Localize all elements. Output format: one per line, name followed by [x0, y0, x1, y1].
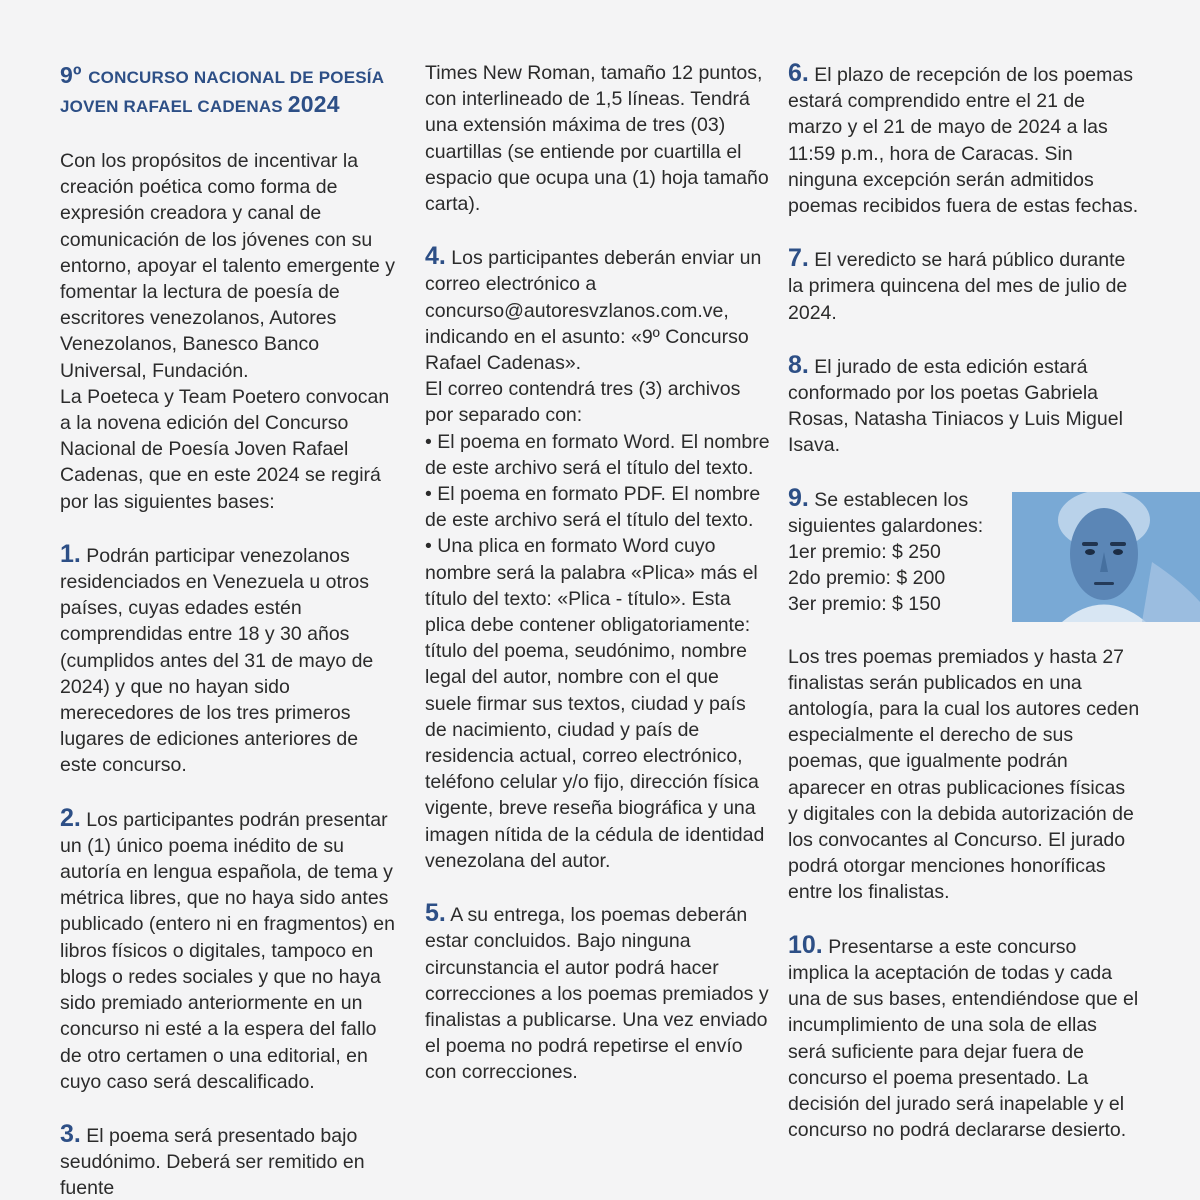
- portrait-illustration: [1012, 492, 1200, 622]
- intro-paragraph-2: La Poeteca y Team Poetero convocan a la novena edición del Concurso Nacional de Poesía Joven Rafael Cadenas, que en este 2024 se regirá por las siguientes bases:: [60, 385, 390, 513]
- rule-text: A su entrega, los poemas deberán estar concluidos. Bajo ninguna circunstancia el autor podrá hacer correcciones a los poemas premiados y finalistas a publicarse. Una vez enviado el poema no podrá repetirse el envío con correcciones.: [425, 904, 769, 1084]
- prize-second: 2do premio: $ 200: [788, 567, 946, 590]
- rule-9: [788, 485, 1010, 618]
- rule-3-continued: Times New Roman, tamaño 12 puntos, con interlineado de 1,5 líneas. Tendrá una extensión máxima de tres (03) cuartillas (se entiende por cuartilla el espacio que ocupa una (1) hoja tamaño carta).: [425, 62, 769, 216]
- title-line-1: CONCURSO NACIONAL DE POESÍA: [88, 68, 385, 87]
- rule-6: [788, 60, 1140, 219]
- intro-paragraph-1: Con los propósitos de incentivar la creación poética como forma de expresión creadora y canal de comunicación de los jóvenes con su entorno, apoyar el talento emergente y fomentar la lectura de poesía de escritores venezolanos, Autores Venezolanos, Banesco Banco Universal, Fundación.: [60, 150, 395, 382]
- rule-text: Se establecen los siguientes galardones:: [788, 488, 984, 537]
- rule-number: 6.: [788, 59, 809, 87]
- rule-9-anthology: Los tres poemas premiados y hasta 27 finalistas serán publicados en una antología, para la cual los autores ceden especialmente el derecho de sus poemas, que igualmente podrán aparecer en otras publicaciones físicas y digitales con la debida autorización de los convocantes al Concurso. El jurado podrá otorgar menciones honoríficas entre los finalistas.: [788, 645, 1140, 904]
- poet-portrait-image: [1012, 492, 1200, 622]
- rule-5: [425, 900, 770, 1085]
- rule-text: Presentarse a este concurso implica la aceptación de todas y cada una de sus bases, entendiéndose que el incumplimiento de una sola de ellas será suficiente para dejar fuera de concurso el poema presentado. La decisión del jurado será inapelable y el concurso no podrá declararse desierto.: [788, 935, 1139, 1142]
- rule-1: [60, 541, 400, 779]
- prize-first: 1er premio: $ 250: [788, 541, 941, 564]
- rule-7: [788, 245, 1140, 326]
- title-line-2: JOVEN RAFAEL CADENAS: [60, 97, 288, 116]
- rule-text: El veredicto se hará público durante la primera quincena del mes de julio de 2024.: [788, 249, 1128, 324]
- rule-text: El plazo de recepción de los poemas estará comprendido entre el 21 de marzo y el 21 de mayo de 2024 a las 11:59 p.m., hora de Caracas. Sin ninguna excepción serán admitidos poemas recibidos fuera de estas fechas.: [788, 64, 1139, 218]
- rule-number: 8.: [788, 350, 809, 379]
- rule-number: 2.: [60, 803, 81, 832]
- rule-8: [788, 352, 1140, 459]
- rule-number: 7.: [788, 244, 809, 273]
- rule-text: El jurado de esta edición estará conformado por los poetas Gabriela Rosas, Natasha Tiniacos y Luis Miguel Isava.: [788, 355, 1123, 457]
- prize-third: 3er premio: $ 150: [788, 593, 941, 616]
- rule-2: [60, 805, 400, 1095]
- rule-number: 1.: [60, 539, 81, 568]
- rule-text: Los participantes podrán presentar un (1) único poema inédito de su autoría en lengua española, de tema y métrica libres, que no haya sido antes publicado (entero ni en fragmentos) en libros físicos o digitales, tampoco en blogs o redes sociales y que no haya sido premiado anteriormente en un concurso ni esté a la espera del fallo de otro certamen o una editorial, en cuyo caso será descalificado.: [60, 808, 395, 1093]
- rule-number: 3.: [60, 1119, 81, 1148]
- page-title: [60, 62, 400, 120]
- rule-text: El poema será presentado bajo seudónimo. Deberá ser remitido en fuente: [60, 1124, 365, 1200]
- rule-4-files-intro: El correo contendrá tres (3) archivos por separado con:: [425, 378, 741, 427]
- title-number: 9º: [60, 62, 89, 88]
- rule-3: [60, 1121, 400, 1200]
- rule-4-bullet-word: • El poema en formato Word. El nombre de este archivo será el título del texto.: [425, 430, 770, 479]
- rule-number: 10.: [788, 930, 823, 959]
- column-2: [425, 60, 770, 1086]
- rule-10: [788, 932, 1140, 1144]
- title-year: 2024: [287, 91, 340, 117]
- rule-4: [425, 243, 770, 376]
- rule-4-bullet-plica: • Una plica en formato Word cuyo nombre será la palabra «Plica» más el título del texto: «Plica - título». Esta plica debe contener obligatoriamente: título del poema, seudónimo, nombre legal del autor, nombre con el que suele firmar sus textos, ciudad y país de nacimiento, ciudad y país de residencia actual, correo electrónico, teléfono celular y/o fijo, dirección física vigente, breve reseña biográfica y una imagen nítida de la cédula de identidad venezolana del autor.: [425, 535, 765, 872]
- rule-number: 4.: [425, 242, 446, 271]
- rule-number: 9.: [788, 483, 809, 512]
- rule-text: Podrán participar venezolanos residenciados en Venezuela u otros países, cuyas edades estén comprendidas entre 18 y 30 años (cumplidos antes del 31 de mayo de 2024) y que no hayan sido merecedores de los tres primeros lugares de ediciones anteriores de este concurso.: [60, 544, 374, 777]
- rule-4-bullet-pdf: • El poema en formato PDF. El nombre de este archivo será el título del texto.: [425, 483, 761, 532]
- rule-text: Los participantes deberán enviar un correo electrónico a concurso@autoresvzlanos.com.ve, indicando en el asunto: «9º Concurso Rafael Cadenas».: [425, 247, 762, 375]
- column-1: [60, 60, 400, 1200]
- rule-number: 5.: [425, 899, 446, 928]
